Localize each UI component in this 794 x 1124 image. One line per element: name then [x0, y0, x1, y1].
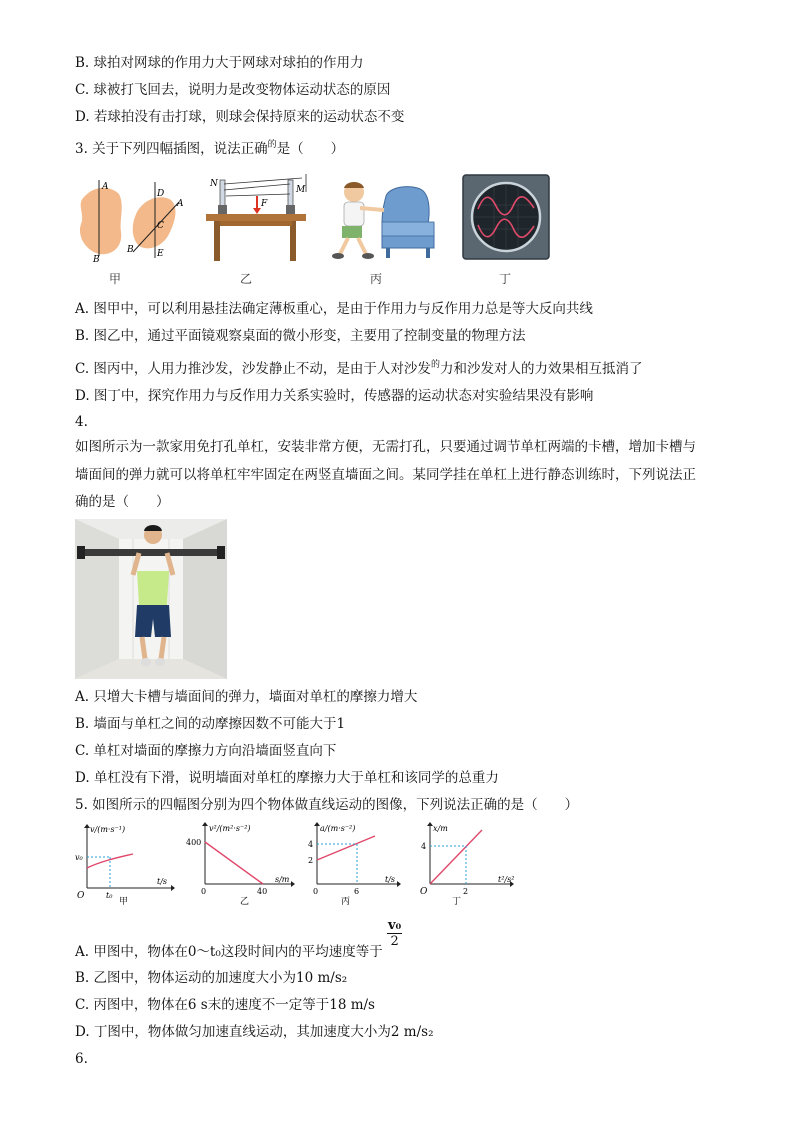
graph-bing-ymark: 4 [308, 840, 314, 849]
graph-jia-ylabel: v/(m·s⁻¹) [90, 825, 126, 834]
q4-option-b: B. 墙面与单杠之间的动摩擦因数不可能大于1 [75, 716, 346, 732]
q5-graph-yi [185, 822, 297, 906]
q3-figure-ding [462, 174, 550, 260]
graph-yi-ymark: 400 [186, 838, 202, 847]
label-e: E [157, 249, 164, 259]
graph-ding-origin: O [420, 887, 428, 897]
q4-stem-line1: 如图所示为一款家用免打孔单杠，安装非常方便，无需打孔，只要通过调节单杠两端的卡槽，增加卡槽与 [75, 439, 696, 455]
q5-option-b: B. 乙图中，物体运动的加速度大小为10 m/s₂ [75, 970, 348, 986]
q5-graph-jia [75, 822, 175, 906]
graph-bing-ymark2: 2 [308, 856, 314, 865]
label-c: C [157, 221, 164, 231]
q3-option-d: D. 图丁中，探究作用力与反作用力关系实验时，传感器的运动状态对实验结果没有影响 [75, 388, 594, 404]
graph-jia-xmark: t₀ [106, 891, 113, 900]
graph-ding-xlabel: t²/s² [498, 875, 515, 884]
q2-option-d: D. 若球拍没有击打球，则球会保持原来的运动状态不变 [75, 109, 405, 125]
q3-figure-bing [330, 178, 440, 262]
table-top [206, 214, 306, 221]
graph-yi-line [205, 842, 263, 884]
graph-bing-ylabel: a/(m·s⁻²) [320, 824, 356, 833]
q5-graph-bing [305, 822, 405, 906]
label-b1: B [93, 255, 100, 265]
graph-jia-origin: O [77, 891, 85, 901]
label-b2: B [127, 245, 134, 255]
q5-option-d: D. 丁图中，物体做匀加速直线运动，其加速度大小为2 m/s₂ [75, 1024, 434, 1040]
q3-figure-jia [75, 176, 187, 266]
graph-yi-caption: 乙 [240, 897, 250, 906]
graph-yi-ylabel: v²/(m²·s⁻²) [209, 824, 251, 833]
label-m: M [296, 185, 306, 195]
caption-bing: 丙 [370, 272, 383, 286]
graph-ding-ymark: 4 [421, 842, 427, 851]
graph-yi-xlabel: s/m [275, 875, 290, 884]
label-a1: A [102, 182, 109, 192]
q4-option-a: A. 只增大卡槽与墙面间的弹力，墙面对单杠的摩擦力增大 [75, 689, 418, 705]
caption-ding: 丁 [499, 272, 512, 286]
q4-stem-line3: 确的是（ ） [75, 494, 170, 510]
graph-ding-xmark: 2 [463, 887, 469, 896]
q4-stem-line2: 墙面间的弹力就可以将单杠牢牢固定在两竖直墙面之间。某同学挂在单杠上进行静态训练时，下列说法正 [75, 467, 696, 483]
graph-bing-origin: 0 [313, 887, 319, 896]
plate-shape-1 [80, 188, 122, 255]
graph-bing-line [317, 836, 375, 860]
caption-jia: 甲 [109, 272, 122, 286]
q4-photo-pullup-bar [75, 519, 227, 679]
graph-yi-origin: 0 [201, 887, 207, 896]
fraction-numerator: v₀ [388, 918, 402, 933]
q2-option-b: B. 球拍对网球的作用力大于网球对球拍的作用力 [75, 55, 364, 71]
graph-ding-line [430, 830, 482, 884]
sofa [382, 187, 434, 248]
q3-option-c: C. 图丙中，人用力推沙发，沙发静止不动，是由于人对沙发$^的$力和沙发对人的力效果相互抵消了 [75, 360, 643, 377]
q6-number: 6. [75, 1051, 88, 1067]
q3-option-b: B. 图乙中，通过平面镜观察桌面的微小形变，主要用了控制变量的物理方法 [75, 328, 526, 344]
graph-yi-xmark: 40 [257, 887, 268, 896]
person-shirt [137, 571, 169, 605]
q3-stem: 3. 关于下列四幅插图，说法正确$^的$是（ ） [75, 140, 345, 157]
fraction-v0-over-2 [387, 918, 402, 949]
q4-option-c: C. 单杠对墙面的摩擦力方向沿墙面竖直向下 [75, 743, 337, 759]
q4-option-d: D. 单杠没有下滑，说明墙面对单杠的摩擦力大于单杠和该同学的总重力 [75, 770, 499, 786]
graph-jia-ymark: v₀ [75, 853, 83, 862]
plate-shape-2 [133, 197, 176, 248]
q2-option-c: C. 球被打飞回去，说明力是改变物体运动状态的原因 [75, 82, 391, 98]
graph-ding-ylabel: x/m [433, 824, 448, 833]
graph-bing-caption: 丙 [341, 897, 351, 906]
q5-option-a: A. 甲图中，物体在0～t₀这段时间内的平均速度等于 [75, 944, 383, 960]
graph-ding-caption: 丁 [452, 897, 462, 906]
graph-jia-caption: 甲 [119, 897, 129, 906]
q4-number: 4. [75, 414, 88, 430]
fraction-denominator: 2 [390, 934, 399, 949]
q3-figure-yi [202, 172, 312, 264]
graph-bing-xlabel: t/s [385, 875, 396, 884]
graph-bing-xmark: 6 [354, 887, 360, 896]
label-a2: A [177, 199, 184, 209]
label-d: D [157, 189, 165, 199]
pullup-bar [81, 549, 221, 556]
graph-jia-xlabel: t/s [157, 877, 168, 886]
q5-stem: 5. 如图所示的四幅图分别为四个物体做直线运动的图像，下列说法正确的是（ ） [75, 797, 579, 813]
label-n: N [210, 179, 218, 189]
label-f: F [261, 199, 268, 209]
q5-option-c: C. 丙图中，物体在6 s末的速度不一定等于18 m/s [75, 997, 375, 1013]
caption-yi: 乙 [240, 272, 253, 286]
q3-option-a: A. 图甲中，可以利用悬挂法确定薄板重心，是由于作用力与反作用力总是等大反向共线 [75, 301, 593, 317]
q5-graph-ding [418, 822, 522, 906]
